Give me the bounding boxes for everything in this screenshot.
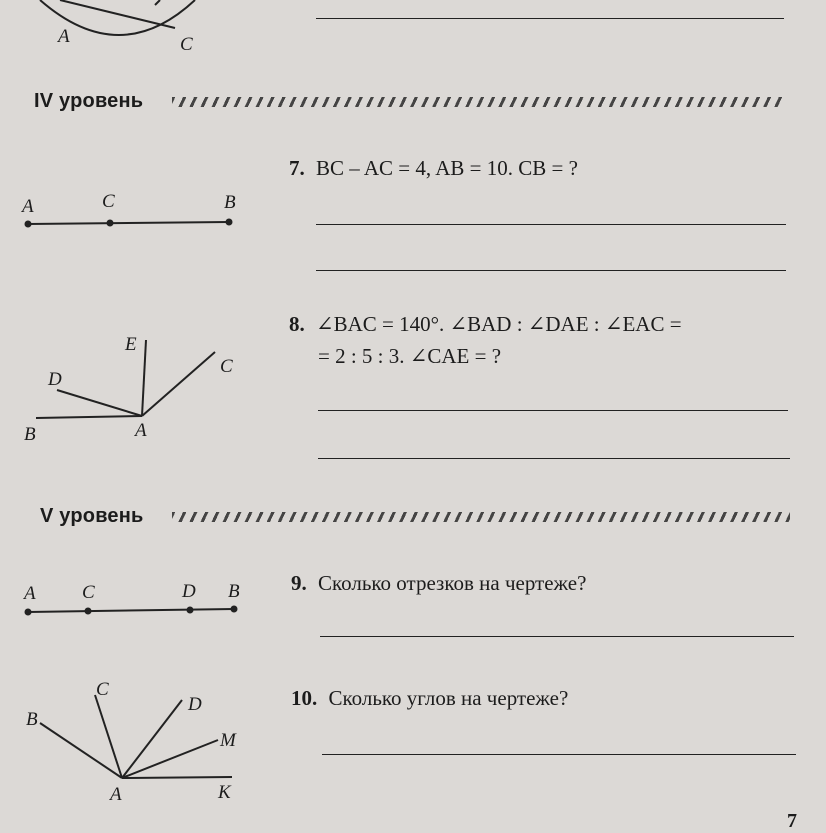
circle-figure — [40, 0, 195, 55]
label-d: D — [182, 581, 196, 602]
section-header-level5: V уровень — [40, 505, 144, 527]
segment-acdb-figure — [22, 581, 240, 616]
label-c: C — [96, 679, 109, 700]
task-9 — [291, 571, 586, 596]
task-text: Сколько отрезков на чертеже? — [318, 571, 587, 595]
task-number: 9. — [291, 571, 307, 595]
answer-line[interactable] — [316, 224, 786, 225]
section-divider-level5 — [172, 512, 790, 522]
label-d: D — [48, 369, 62, 390]
label-b: B — [228, 581, 240, 602]
point-b — [231, 606, 238, 613]
task-number: 8. — [289, 312, 305, 336]
point-a — [25, 609, 32, 616]
task-8-continued: = 2 : 5 : 3. ∠CAE = ? — [318, 344, 502, 368]
task-number: 7. — [289, 156, 305, 180]
section-divider-level4 — [172, 97, 784, 107]
label-b: B — [224, 192, 236, 213]
circle-label-a: A — [58, 26, 70, 47]
label-d: D — [188, 694, 202, 715]
page-number: 7 — [787, 810, 797, 832]
label-m: M — [220, 730, 236, 751]
label-c: C — [220, 356, 233, 377]
label-b: B — [26, 709, 38, 730]
section-header-level4: IV уровень — [34, 90, 144, 112]
task-text: BC – AC = 4, AB = 10. CB = ? — [316, 156, 578, 180]
answer-line[interactable] — [316, 270, 786, 271]
task-8 — [289, 312, 682, 337]
label-c: C — [102, 191, 115, 212]
answer-line-top[interactable] — [316, 18, 784, 19]
circle-label-c: C — [180, 34, 193, 55]
task-7 — [289, 156, 578, 181]
answer-line[interactable] — [320, 636, 794, 637]
task-10 — [291, 686, 568, 711]
task-text: Сколько углов на чертеже? — [328, 686, 569, 710]
point-c — [107, 220, 114, 227]
label-k: K — [218, 782, 231, 803]
answer-line[interactable] — [318, 458, 790, 459]
label-b: B — [24, 424, 36, 445]
label-a: A — [110, 784, 122, 805]
point-a — [25, 221, 32, 228]
label-c: C — [82, 582, 95, 603]
segment-acb-figure — [20, 191, 236, 228]
task-text: ∠BAC = 140°. ∠BAD : ∠DAE : ∠EAC = — [316, 312, 682, 336]
angle-fig8 — [24, 334, 233, 445]
answer-line[interactable] — [322, 754, 796, 755]
label-a: A — [135, 420, 147, 441]
label-e: E — [125, 334, 137, 355]
point-c — [85, 608, 92, 615]
angle-fig10 — [26, 679, 237, 805]
label-a: A — [24, 583, 36, 604]
task-number: 10. — [291, 686, 318, 710]
answer-line[interactable] — [318, 410, 788, 411]
label-a: A — [22, 196, 34, 217]
point-b — [226, 219, 233, 226]
point-d — [187, 607, 194, 614]
